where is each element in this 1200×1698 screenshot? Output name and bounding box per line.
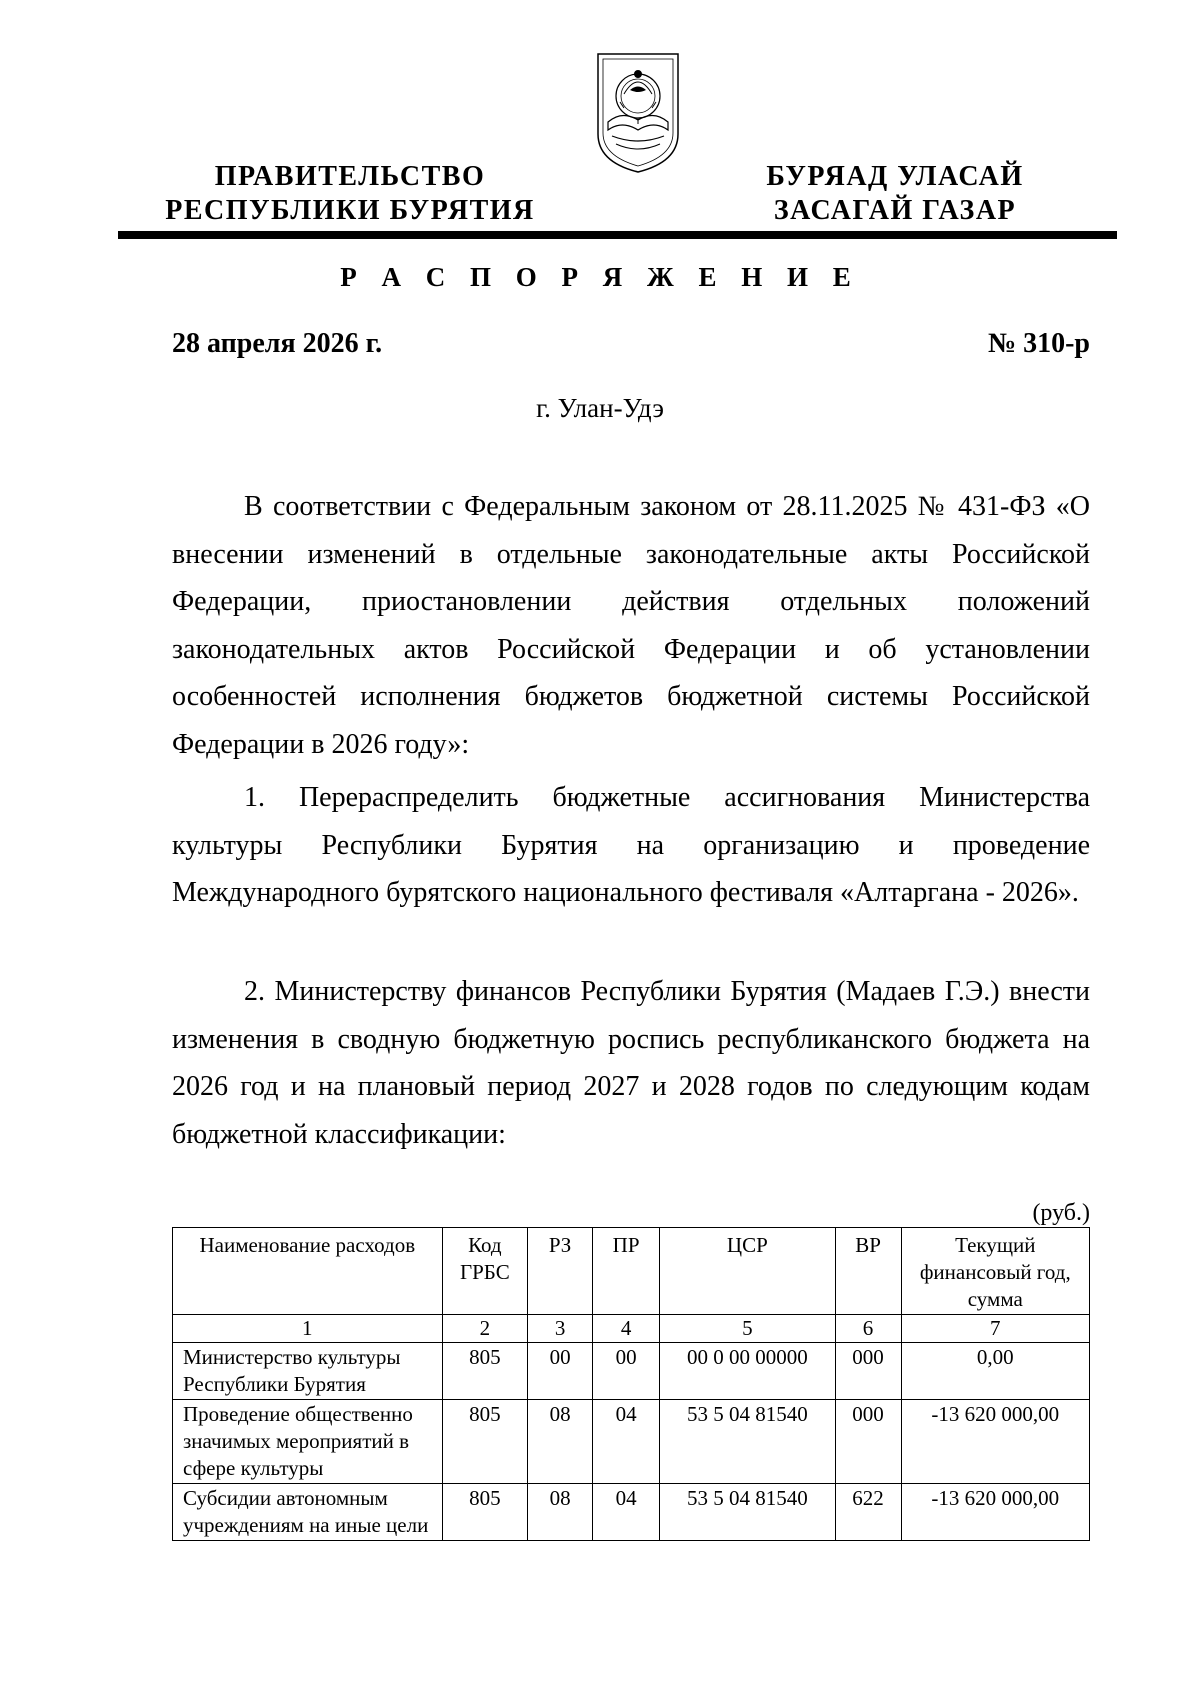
header-expense-name: Наименование расходов [173,1228,443,1315]
table-header-row [173,1228,1090,1315]
row-amount: 0,00 [901,1343,1089,1400]
government-name-buryat [740,160,1050,228]
clause-2-paragraph: 2. Министерству финансов Республики Бурятия (Мадаев Г.Э.) внести изменения в сводную бюджетную роспись республиканского бюджета на 2026 год и на плановый период 2027 и 2028 годов по следующим кодам бюджетной классификации: [172,976,1090,1150]
row-vr: 000 [835,1400,901,1484]
row-expense-name: Проведение общественно значимых мероприятий в сфере культуры [173,1400,443,1484]
header-rz: РЗ [528,1228,593,1315]
government-name-russian [150,160,550,228]
government-name-buryat-line-1: БУРЯАД УЛАСАЙ [766,161,1024,192]
document-title: Р А С П О Р Я Ж Е Н И Е [340,262,860,292]
table-unit-label: (руб.) [1032,1200,1090,1226]
row-pr: 04 [593,1484,660,1541]
row-csr: 53 5 04 81540 [660,1484,835,1541]
row-vr: 622 [835,1484,901,1541]
table-row [173,1343,1090,1400]
row-csr: 00 0 00 00000 [660,1343,835,1400]
column-number: 1 [173,1315,443,1343]
column-number: 2 [442,1315,528,1343]
table-row [173,1484,1090,1541]
header-divider [118,231,1117,239]
header-csr: ЦСР [660,1228,835,1315]
row-grbs-code: 805 [442,1484,528,1541]
budget-table [172,1227,1090,1541]
government-name-buryat-line-2: ЗАСАГАЙ ГАЗАР [773,195,1017,226]
coat-of-arms-emblem [594,50,682,176]
header-grbs-code: Код ГРБС [442,1228,528,1315]
row-amount: -13 620 000,00 [901,1484,1089,1541]
table-column-number-row [173,1315,1090,1343]
column-number: 5 [660,1315,835,1343]
header-pr: ПР [593,1228,660,1315]
column-number: 6 [835,1315,901,1343]
document-number: № 310-р [987,328,1090,359]
clause-1-paragraph: 1. Перераспределить бюджетные ассигнования Министерства культуры Республики Бурятия на организацию и проведение Международного бурятского национального фестиваля «Алтаргана - 2026». [172,782,1090,908]
preamble-paragraph: В соответствии с Федеральным законом от 28.11.2025 № 431-ФЗ «О внесении изменений в отдельные законодательные акты Российской Федерации, приостановлении действия отдельных положений законодательных актов Российской Федерации и об установлении особенностей исполнения бюджетов бюджетной системы Российской Федерации в 2026 году»: [172,491,1090,760]
column-number: 3 [528,1315,593,1343]
header-vr: ВР [835,1228,901,1315]
header-amount: Текущий финансовый год, сумма [901,1228,1089,1315]
row-grbs-code: 805 [442,1343,528,1400]
government-name-line-2: РЕСПУБЛИКИ БУРЯТИЯ [165,195,535,226]
row-csr: 53 5 04 81540 [660,1400,835,1484]
column-number: 7 [901,1315,1089,1343]
row-pr: 04 [593,1400,660,1484]
row-rz: 08 [528,1400,593,1484]
government-name-line-1: ПРАВИТЕЛЬСТВО [214,161,486,192]
row-rz: 00 [528,1343,593,1400]
row-rz: 08 [528,1484,593,1541]
document-date: 28 апреля 2026 г. [172,328,383,359]
document-city: г. Улан-Удэ [536,393,664,423]
table-row [173,1400,1090,1484]
row-expense-name: Министерство культуры Республики Бурятия [173,1343,443,1400]
column-number: 4 [593,1315,660,1343]
row-pr: 00 [593,1343,660,1400]
row-grbs-code: 805 [442,1400,528,1484]
row-amount: -13 620 000,00 [901,1400,1089,1484]
row-expense-name: Субсидии автономным учреждениям на иные цели [173,1484,443,1541]
row-vr: 000 [835,1343,901,1400]
